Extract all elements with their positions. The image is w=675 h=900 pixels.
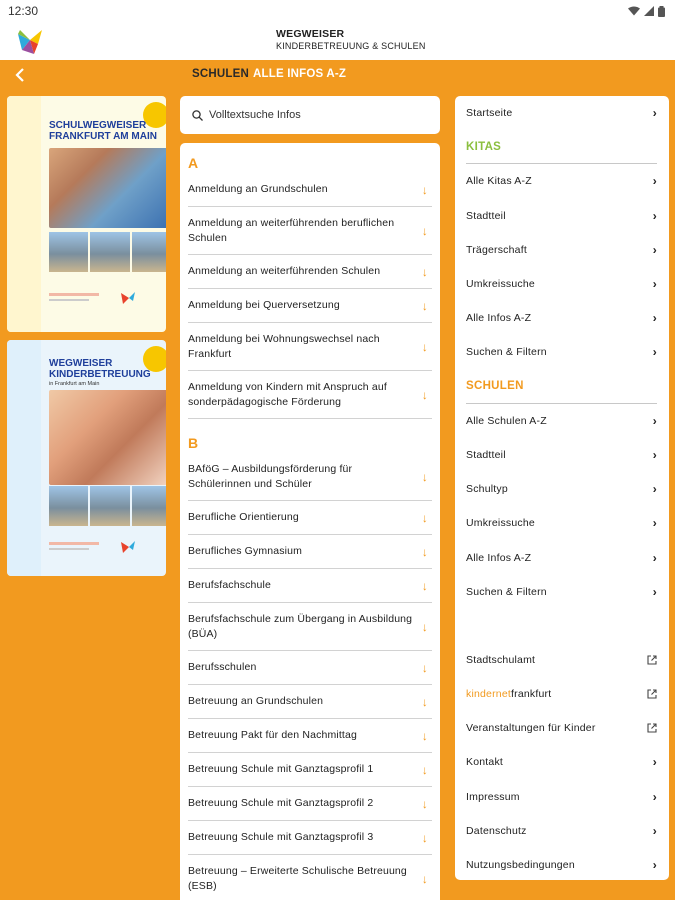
list-item[interactable] [188,323,432,371]
list-item[interactable] [188,855,432,900]
chevron-right-icon: › [652,208,657,223]
brochure-schulwegweiser[interactable] [7,96,166,332]
breadcrumb-section[interactable]: SCHULEN [192,68,249,80]
brochure-title [49,358,151,380]
nav-label: Alle Schulen A-Z [466,414,547,427]
nav-impressum[interactable] [466,780,657,814]
nav-label: Stadtteil [466,448,506,461]
list-item-label: Betreuung Schule mit Ganztagsprofil 2 [188,797,374,809]
list-item-label: BAföG – Ausbildungsförderung für Schülerinnen und Schüler [188,462,353,490]
nav-schulen-suchen-filtern[interactable] [466,575,657,609]
list-item[interactable] [188,501,432,535]
chevron-right-icon: › [652,345,657,360]
nav-label: Nutzungsbedingungen [466,859,575,872]
brochure-title-line1: SCHULWEGWEISER [49,120,147,131]
nav-label: Datenschutz [466,824,527,837]
arrow-down-icon: ↓ [421,387,428,402]
list-item[interactable] [188,685,432,719]
arrow-down-icon: ↓ [421,469,428,484]
app-subtitle: KINDERBETREUUNG & SCHULEN [276,41,426,51]
list-item[interactable] [188,289,432,323]
chevron-right-icon: › [652,277,657,292]
battery-icon [658,6,665,17]
nav-schulen-umkreissuche[interactable] [466,506,657,540]
info-list [180,143,440,900]
search-box[interactable] [180,96,440,134]
list-item[interactable] [188,173,432,207]
status-bar [0,0,675,22]
nav-kitas-traegerschaft[interactable] [466,233,657,267]
arrow-down-icon: ↓ [421,619,428,634]
brochure-photo [49,148,166,228]
nav-label: Kontakt [466,756,504,769]
letter-heading-b: B [188,435,199,451]
brochure-thumbnails [49,232,166,272]
arrow-down-icon: ↓ [421,796,428,811]
list-item-label: Berufliches Gymnasium [188,545,303,557]
nav-startseite[interactable] [466,96,657,130]
chevron-right-icon: › [652,174,657,189]
list-item-label: Anmeldung an weiterführenden beruflichen Schulen [188,216,395,244]
list-item-label: Berufliche Orientierung [188,511,299,523]
arrow-down-icon: ↓ [421,694,428,709]
list-item-label: Betreuung Schule mit Ganztagsprofil 3 [188,831,374,843]
breadcrumb [192,68,346,80]
brochure-title-line2: FRANKFURT AM MAIN [49,131,157,142]
arrow-down-icon: ↓ [421,339,428,354]
list-item[interactable] [188,255,432,289]
list-item-label: Anmeldung bei Wohnungswechsel nach Frankfurt [188,332,380,360]
list-item-label: Berufsfachschule [188,579,271,591]
brochure-stripe [7,96,41,332]
nav-stadtschulamt[interactable] [466,643,657,677]
arrow-down-icon: ↓ [421,510,428,525]
brochure-photo [49,390,166,485]
external-link-icon [647,723,657,733]
nav-label: Alle Infos A-Z [466,551,532,564]
chevron-right-icon: › [652,413,657,428]
app-logo-icon[interactable] [14,26,48,56]
list-item-label: Anmeldung von Kindern mit Anspruch auf sonderpädagogische Förderung [188,380,387,408]
arrow-down-icon: ↓ [421,264,428,279]
app-title: WEGWEISER [276,28,345,40]
list-item[interactable] [188,207,432,255]
nav-kindernetfrankfurt[interactable] [466,677,657,711]
list-item-label: Anmeldung an Grundschulen [188,183,328,195]
list-item[interactable] [188,821,432,855]
list-item-label: Berufsschulen [188,661,257,673]
app-brand [276,28,426,52]
list-item[interactable] [188,453,432,501]
nav-datenschutz[interactable] [466,814,657,848]
brochure-title-line2: KINDERBETREUUNG [49,369,151,380]
nav-label: Stadtteil [466,209,506,222]
list-item-label: Anmeldung an weiterführenden Schulen [188,265,381,277]
chevron-right-icon: › [652,516,657,531]
chevron-right-icon: › [652,311,657,326]
brochure-title-line1: WEGWEISER [49,358,113,369]
nav-veranstaltungen[interactable] [466,711,657,745]
nav-heading-kitas: KITAS [466,130,657,164]
brochure-footer-logo [49,291,149,305]
arrow-down-icon: ↓ [421,871,428,886]
nav-label: Alle Infos A-Z [466,312,532,325]
list-item-label: Betreuung – Erweiterte Schulische Betreuung (ESB) [188,864,407,892]
arrow-down-icon: ↓ [421,728,428,743]
nav-label: Startseite [466,107,513,120]
arrow-down-icon: ↓ [421,298,428,313]
nav-kitas-stadtteil[interactable] [466,199,657,233]
arrow-down-icon: ↓ [421,660,428,675]
external-link-icon [647,655,657,665]
app-header [0,22,675,60]
search-input[interactable] [209,109,429,121]
letter-heading-a: A [188,155,199,171]
chevron-right-icon: › [652,823,657,838]
nav-label-kindernet [466,688,551,700]
list-item[interactable] [188,535,432,569]
nav-label: Schultyp [466,483,508,496]
list-item[interactable] [188,603,432,651]
brochure-subtitle: in Frankfurt am Main [49,381,100,387]
search-icon [192,110,203,121]
nav-label: Stadtschulamt [466,653,536,666]
arrow-down-icon: ↓ [421,830,428,845]
external-link-icon [647,689,657,699]
chevron-right-icon: › [652,789,657,804]
chevron-right-icon: › [652,755,657,770]
list-item-label: Anmeldung bei Querversetzung [188,299,340,311]
arrow-down-icon: ↓ [421,578,428,593]
nav-spacer [466,609,657,643]
brochure-footer-logo [49,540,149,554]
nav-schulen-schultyp[interactable] [466,472,657,506]
status-time: 12:30 [8,4,39,18]
list-item-label: Betreuung an Grundschulen [188,695,324,707]
nav-kontakt[interactable] [466,745,657,779]
nav-label: Impressum [466,790,520,803]
back-arrow-icon[interactable] [10,66,30,84]
nav-kitas-umkreissuche[interactable] [466,267,657,301]
wifi-icon [628,6,640,16]
chevron-right-icon: › [652,106,657,121]
arrow-down-icon: ↓ [421,182,428,197]
list-item[interactable] [188,719,432,753]
list-item[interactable] [188,753,432,787]
list-item-label: Betreuung Schule mit Ganztagsprofil 1 [188,763,374,775]
chevron-right-icon: › [652,447,657,462]
list-item-label: Betreuung Pakt für den Nachmittag [188,729,357,741]
nav-label: Suchen & Filtern [466,585,547,598]
nav-kitas-infos-a-z[interactable] [466,301,657,335]
chevron-right-icon: › [652,482,657,497]
list-item[interactable] [188,371,432,419]
nav-schulen-infos-a-z[interactable] [466,540,657,574]
nav-label: Umkreissuche [466,278,535,291]
nav-schulen-stadtteil[interactable] [466,438,657,472]
list-item[interactable] [188,569,432,603]
nav-label: Umkreissuche [466,517,535,530]
kindernet-rest: frankfurt [511,688,552,701]
nav-heading-schulen: SCHULEN [466,370,657,404]
brochure-thumbnails [49,486,166,526]
brochure-title [49,120,157,142]
list-item-label: Berufsfachschule zum Übergang in Ausbildung (BÜA) [188,612,413,640]
status-icons [628,6,665,17]
nav-schulen-a-z[interactable] [466,404,657,438]
arrow-down-icon: ↓ [421,762,428,777]
breadcrumb-bar [0,60,675,90]
kindernet-accent: kindernet [466,688,511,701]
nav-kitas-suchen-filtern[interactable] [466,335,657,369]
side-navigation [455,96,669,880]
chevron-right-icon: › [652,242,657,257]
chevron-right-icon: › [652,550,657,565]
arrow-down-icon: ↓ [421,223,428,238]
nav-label: Trägerschaft [466,243,527,256]
chevron-right-icon: › [652,858,657,873]
brochure-stripe [7,340,41,576]
signal-icon [644,6,654,16]
nav-label: Suchen & Filtern [466,346,547,359]
list-item[interactable] [188,787,432,821]
list-item[interactable] [188,651,432,685]
chevron-right-icon: › [652,584,657,599]
nav-nutzungsbedingungen[interactable] [466,848,657,882]
nav-label: Veranstaltungen für Kinder [466,722,596,735]
breadcrumb-current: ALLE INFOS A-Z [253,68,347,80]
nav-label: Alle Kitas A-Z [466,175,532,188]
nav-kitas-a-z[interactable] [466,164,657,198]
brochure-kinderbetreuung[interactable] [7,340,166,576]
arrow-down-icon: ↓ [421,544,428,559]
